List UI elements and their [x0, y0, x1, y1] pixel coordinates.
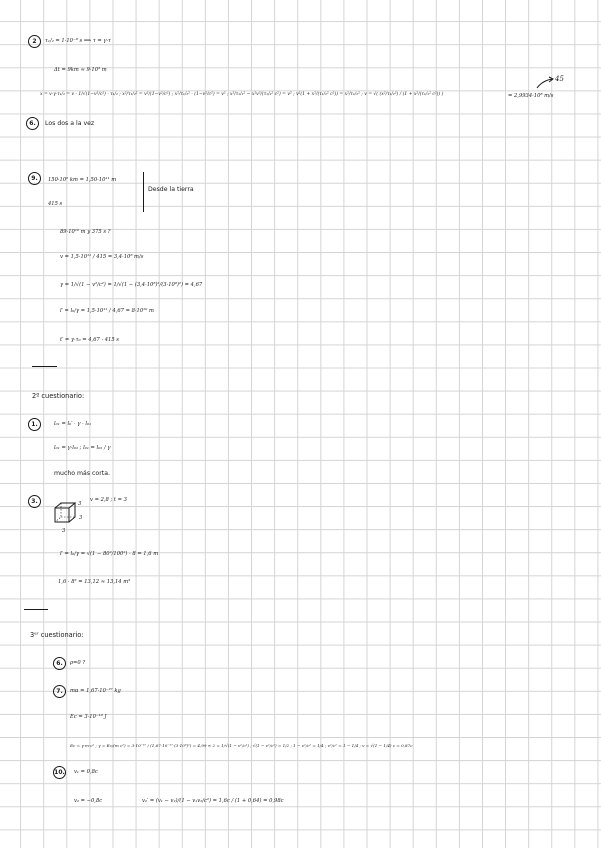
- equation-line: l₀₁ = γ·l₀₂ ; l₀₁ = l₀₂ / γ: [54, 445, 111, 451]
- equation-line: l′ = l₀/γ = √(1 − 80²/100²) · 8 = 1,6 m: [60, 551, 159, 557]
- problem-number-circle: 2: [28, 35, 41, 48]
- equation-line: v = 2,8 ; t = 3: [90, 497, 127, 503]
- section-heading: 2º cuestionario:: [32, 392, 85, 400]
- equation-line: v₁ = 0,8c: [74, 769, 98, 775]
- equation-line: l₀₁ = l₀′ · γ · l₀₁: [54, 421, 92, 427]
- equation-line: γ = 1/√(1 − v²/c²) = 1/√(1 − (3,4·10⁸)²/(3·10⁸)²) = 4,67: [60, 282, 203, 288]
- equation-line: Δt = 9km ≈ 9·10³ m: [54, 67, 107, 73]
- equation-line: v₂ = −0,8c: [74, 798, 103, 804]
- equation-line: 1,6 · 8² = 13,12 ≈ 13,14 m³: [58, 579, 131, 585]
- section-divider: [24, 609, 48, 610]
- problem-number-circle: 1.: [28, 418, 41, 431]
- equation-line: v = 1,5·10¹¹ / 415 = 3,4·10⁸ m/s: [60, 254, 144, 260]
- equation-line: ρ=0 ?: [70, 660, 86, 666]
- cube-dimension: 3: [79, 515, 83, 521]
- section-heading: 3ᵉʳ cuestionario:: [30, 631, 84, 639]
- equation-line: 150·10⁶ km = 1,50·10¹¹ m: [48, 177, 117, 183]
- answer-text: Los dos a la vez: [45, 120, 95, 127]
- answer-text: mucho más corta.: [54, 470, 110, 477]
- problem-number-circle: 9.: [28, 172, 41, 185]
- annotation-arrow-icon: [535, 76, 555, 90]
- cube-dimension: 3: [62, 528, 66, 534]
- equation-line: Ec = 3·10⁻¹⁰ J: [70, 714, 107, 720]
- equation-line: 415 s: [48, 201, 63, 207]
- brace-label: Desde la tierra: [148, 186, 194, 193]
- brace: [143, 172, 144, 212]
- annotation-note: 45: [555, 75, 564, 83]
- cube-icon: [53, 500, 81, 528]
- problem-number-circle: 6.: [26, 117, 39, 130]
- equation-line: x = v·γ·τ₁/₂ = v · 1/√(1−v²/c²) · τ₁/₂ ; x²/τ₁/₂² = v²/(1−v²/c²) ; x²/τ₁/₂² · (1−v²/c²) = v² ; x²/τ₁/₂² − x²v²/(τ₁/₂² c²) = v² ; v²(1 + x²/(τ₁/₂² c²)) = x²/τ₁/₂² ; v = √( (x²/τ₁/₂²) / (1 + x²/(τ₁/₂² c²)) ): [40, 92, 444, 97]
- section-divider: [32, 366, 57, 367]
- problem-number-circle: 3.: [28, 495, 41, 508]
- problem-number-circle: 7.: [53, 685, 66, 698]
- equation-line: mα = 1,67·10⁻²⁷ kg: [70, 688, 121, 694]
- equation-line: τ₁/₂ = 1·10⁻⁸ s ⟹ τ = γ·τ: [45, 38, 111, 44]
- equation-line: Ec = γ·m·c² ; γ = Ec/(m c²) = 3·10⁻¹⁰ / (1,67·10⁻²⁷·(3·10⁸)²) = 4,99 ≈ 2 = 1/√(1 − v²/c²) ; √(1 − v²/c²) = 1/2 ; 1 − v²/c² = 1/4 ; v²/c² = 1 − 1/4 ; v = √(1 − 1/4) c = 0,87c: [70, 743, 413, 748]
- problem-number-circle: 10.: [53, 766, 66, 779]
- equation-line: l′ = l₀/γ = 1,5·10¹¹ / 4,67 = 8·10¹⁰ m: [60, 308, 154, 314]
- equation-line: 89·10¹⁰ m y 375 s ?: [60, 229, 111, 235]
- cube-dimension: 3: [78, 501, 82, 507]
- equation-line: v₂′ = (v₁ − v₂)/(1 − v₁v₂/c²) = 1,6c / (1 + 0,64) = 0,98c: [142, 798, 284, 804]
- problem-number-circle: 6.: [53, 657, 66, 670]
- equation-line: t′ = γ·τ₀ = 4,67 · 415 s: [60, 337, 119, 343]
- equation-result: = 2,9934·10⁸ m/s: [508, 93, 554, 99]
